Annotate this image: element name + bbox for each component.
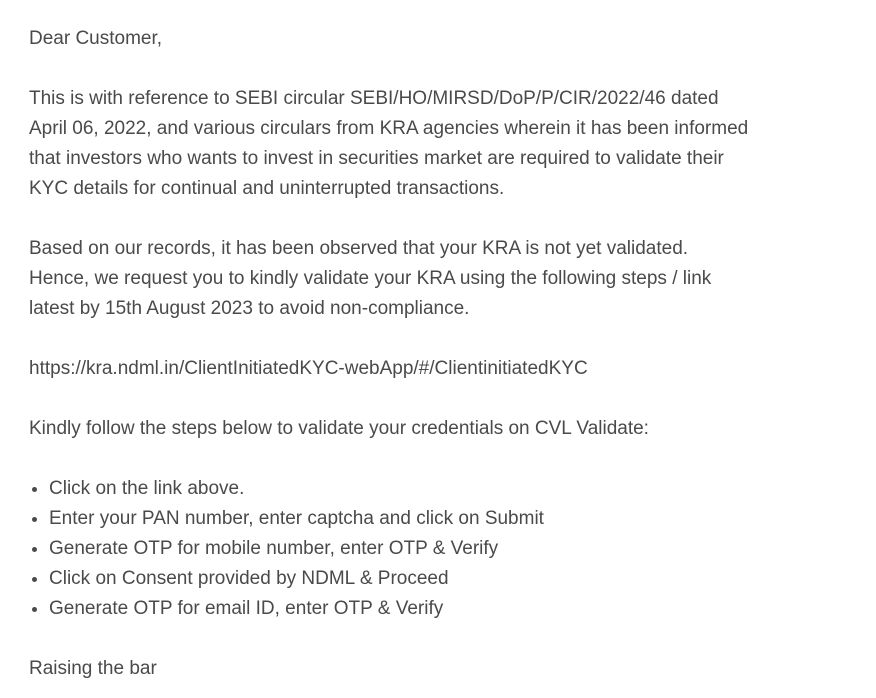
step-item: • Click on Consent provided by NDML & Proceed xyxy=(49,564,749,594)
steps-intro: Kindly follow the steps below to validate your credentials on CVL Validate: xyxy=(29,418,649,439)
email-content xyxy=(29,24,749,698)
reference-paragraph: This is with reference to SEBI circular SEBI/HO/MIRSD/DoP/P/CIR/2022/46 dated April 06, 2022, and various circulars from KRA agencies wherein it has been informed that investors who wants to invest in securities market are required to validate their KYC details for continual and uninterrupted transactions. xyxy=(29,88,749,199)
greeting: Dear Customer, xyxy=(29,28,163,49)
kra-validation-link[interactable]: https://kra.ndml.in/ClientInitiatedKYC-webApp/#/ClientinitiatedKYC xyxy=(29,358,588,379)
step-item: • Generate OTP for mobile number, enter OTP & Verify xyxy=(49,534,749,564)
step-item: • Enter your PAN number, enter captcha and click on Submit xyxy=(49,504,749,534)
steps-list xyxy=(29,474,749,624)
cut-off-paragraph: Raising the bar xyxy=(29,658,157,679)
step-item: • Generate OTP for email ID, enter OTP & Verify xyxy=(49,594,749,624)
step-item: • Click on the link above. xyxy=(49,474,749,504)
kra-link-paragraph xyxy=(29,354,749,384)
records-paragraph: Based on our records, it has been observed that your KRA is not yet validated. Hence, we request you to kindly validate your KRA using the following steps / link latest by 15th August 2023 to avoid non-compliance. xyxy=(29,238,712,319)
